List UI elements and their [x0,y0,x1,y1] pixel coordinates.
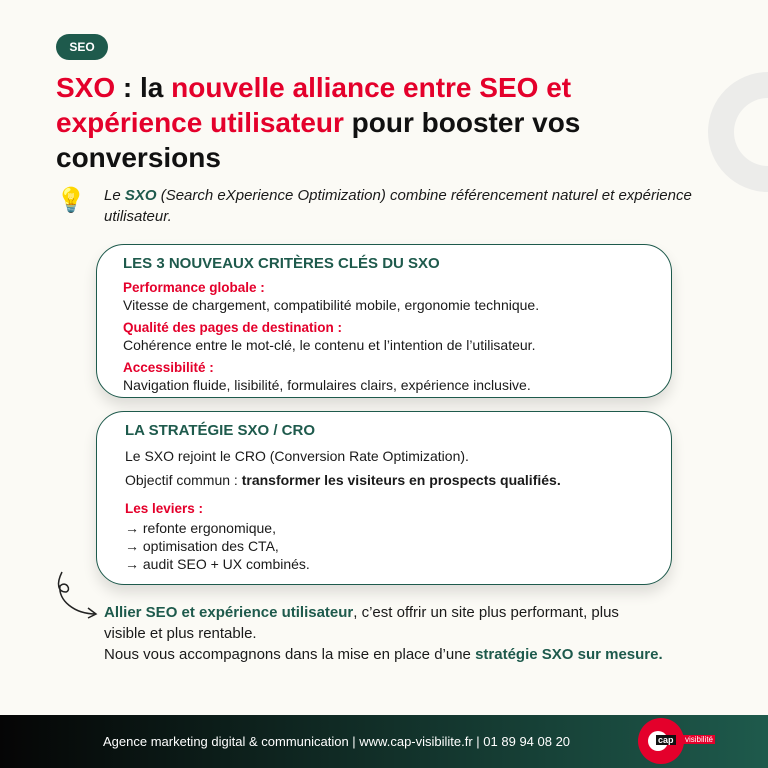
brand-logo [638,718,714,764]
criteria-card [96,244,672,398]
objective-text: transformer les visiteurs en prospects qualifiés. [241,472,561,488]
title-part: pour booster vos conversions [56,107,581,173]
logo-text: cap [658,735,674,745]
outro-part: Nous vous accompagnons dans la mise en place d’une [104,646,476,663]
curved-arrow-icon [54,570,102,622]
conclusion-text [104,602,664,665]
strategy-title: LA STRATÉGIE SXO / CRO [125,422,316,439]
lightbulb-icon: 💡 [56,187,86,214]
title-part: SXO [56,72,116,103]
intro-part: Le [104,187,125,204]
strategy-line [125,471,643,489]
intro-part: (Search eXperience Optimization) combine référencement naturel et expérience utilisateur. [104,187,692,225]
logo-text: visibilité [685,735,714,744]
levers-label: Les leviers : [125,501,204,516]
criterion-label: Qualité des pages de destination : [123,320,343,335]
criterion-text: Vitesse de chargement, compatibilité mobile, ergonomie technique. [123,297,540,313]
criterion-text: Cohérence entre le mot-clé, le contenu et l’intention de l’utilisateur. [123,337,536,353]
outro-part: , c’est offrir un site plus performant, plus visible et plus rentable. [104,604,619,642]
strategy-line: Le SXO rejoint le CRO (Conversion Rate Optimization). [125,448,469,464]
objective-label: Objectif commun : [125,472,242,488]
criterion-label: Accessibilité : [123,360,214,375]
strategy-card [96,411,672,585]
page-title [56,70,696,175]
criterion-text: Navigation fluide, lisibilité, formulaires clairs, expérience inclusive. [123,377,531,393]
footer [0,715,768,768]
decorative-ring [708,72,768,192]
intro-text [104,185,704,227]
footer-contact: Agence marketing digital & communication | www.cap-visibilite.fr | 01 89 94 08 20 [103,734,571,749]
intro-part: SXO [124,187,157,204]
criteria-title: LES 3 NOUVEAUX CRITÈRES CLÉS DU SXO [123,255,440,272]
lever-item: → optimisation des CTA, [125,538,279,554]
category-badge: SEO [56,34,108,60]
outro-part: stratégie SXO sur mesure. [475,646,663,663]
title-part: nouvelle alliance entre SEO et expérience utilisateur [56,72,572,138]
criterion-label: Performance globale : [123,280,265,295]
lever-item: → audit SEO + UX combinés. [125,556,310,572]
outro-part: Allier SEO et expérience utilisateur [104,604,354,621]
lever-item: → refonte ergonomique, [125,520,276,536]
title-part: : la [115,72,172,103]
